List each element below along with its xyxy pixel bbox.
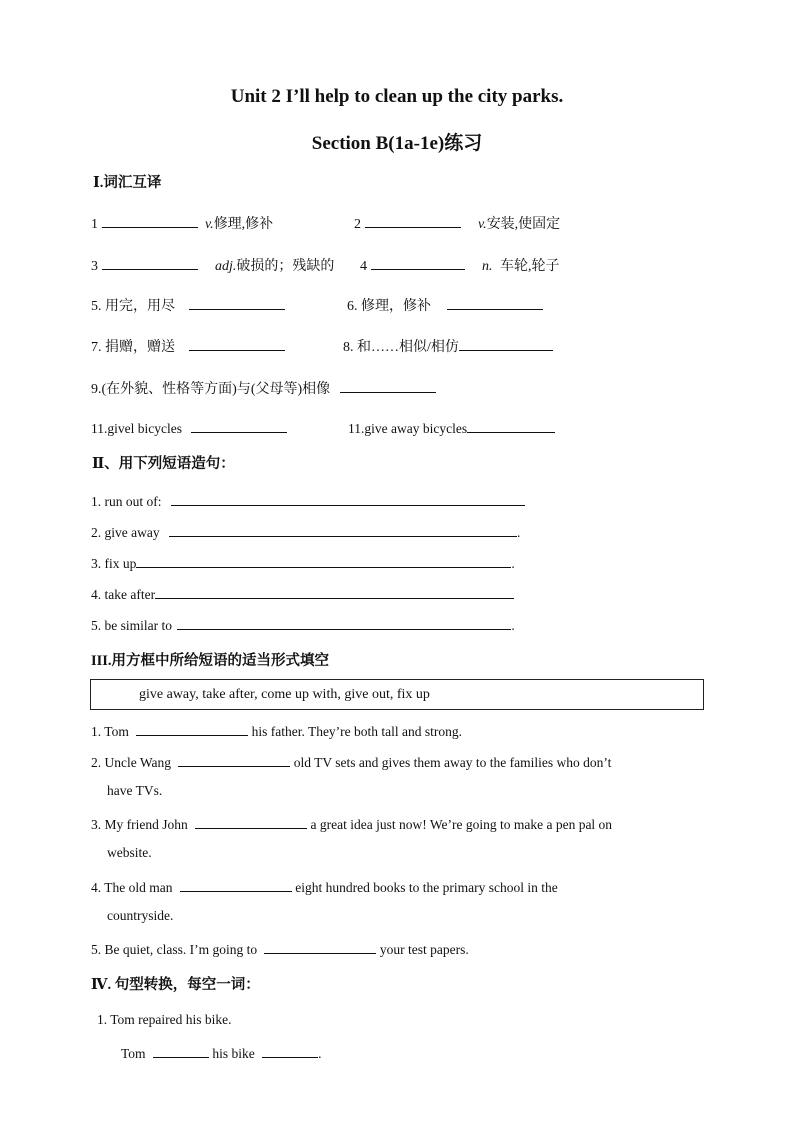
item-number: 8. [343, 340, 354, 355]
question-text: Uncle Wang [104, 755, 172, 770]
answer-blank[interactable] [177, 615, 511, 630]
phrase: 4. take after [91, 587, 156, 602]
fill-item-3-cont: website. [107, 845, 152, 860]
answer-blank[interactable] [136, 553, 511, 568]
part-of-speech: n. [482, 259, 493, 274]
phrase: 5. be similar to [91, 618, 172, 633]
question-text: Tom [104, 724, 129, 739]
item-number: 2 [354, 217, 361, 232]
item-number: 4 [360, 259, 367, 274]
answer-blank[interactable] [189, 295, 285, 310]
item-number: 11. [91, 421, 108, 436]
fill-item-3 [91, 814, 612, 833]
vocab-item-5 [91, 295, 285, 315]
section-2-heading: Ⅱ、用下列短语造句： [92, 456, 235, 472]
vocab-item-10 [91, 418, 287, 437]
answer-blank[interactable] [136, 721, 248, 736]
sentence-item-2: 2. give away . [91, 522, 520, 541]
section-3-heading: III.用方框中所给短语的适当形式填空 [91, 653, 330, 669]
answer-blank[interactable] [178, 752, 290, 767]
meaning: (在外貌、性格等方面)与(父母等)相像 [101, 382, 331, 397]
question-text: old TV sets and gives them away to the families who don’t [293, 755, 612, 770]
answer-blank[interactable] [155, 584, 514, 599]
page-subtitle: Section B(1a-1e)练习 [311, 133, 483, 154]
phrase-box-text: give away, take after, come up with, give out, fix up [139, 687, 430, 702]
question-text: The old man [104, 880, 173, 895]
question-text: Be quiet, class. I’m going to [104, 942, 258, 957]
phrase: 2. give away [91, 525, 160, 540]
transform-item-1: 1. Tom repaired his bike. [97, 1012, 232, 1027]
answer-blank[interactable] [102, 213, 198, 228]
phrase-box [90, 679, 704, 710]
answer-blank[interactable] [447, 295, 543, 310]
answer-blank[interactable] [264, 939, 376, 954]
answer-blank[interactable] [467, 418, 555, 433]
question-text: My friend John [104, 817, 188, 832]
vocab-item-9 [91, 378, 436, 398]
meaning: givel bicycles [107, 421, 182, 436]
item-number: 1 [91, 217, 98, 232]
item-number: 11. [348, 421, 365, 436]
page-title: Unit 2 I’ll help to clean up the city parks. [230, 86, 564, 107]
fill-item-2 [91, 752, 611, 771]
item-number: 3. [91, 817, 102, 832]
item-number: 5. [91, 299, 102, 314]
meaning: give away bicycles [364, 421, 468, 436]
question-text: his father. They’re both tall and strong. [251, 724, 463, 739]
answer-blank[interactable] [195, 814, 307, 829]
phrase: 3. fix up [91, 556, 137, 571]
transform-item-1-answer: Tom his bike . [121, 1043, 321, 1062]
answer-blank[interactable] [340, 378, 436, 393]
answer-blank[interactable] [180, 877, 292, 892]
meaning: 车轮,轮子 [500, 259, 560, 274]
meaning: 和……相似/相仿 [357, 340, 459, 355]
item-number: 6. [347, 299, 358, 314]
answer-blank[interactable] [371, 255, 465, 270]
fill-item-1 [91, 721, 462, 740]
question-text: a great idea just now! We’re going to make a pen pal on [310, 817, 613, 832]
question-text: your test papers. [379, 942, 469, 957]
answer-blank[interactable] [262, 1043, 318, 1058]
meaning: 破损的；残缺的 [236, 259, 335, 274]
section-1-heading: Ⅰ.词汇互译 [93, 175, 162, 191]
vocab-item-7 [91, 336, 285, 356]
vocab-item-8 [343, 336, 553, 356]
meaning: 修理,修补 [213, 217, 274, 232]
part-of-speech: adj. [215, 259, 237, 274]
item-number: 5. [91, 942, 102, 957]
fill-item-4 [91, 877, 558, 896]
answer-blank[interactable] [191, 418, 287, 433]
vocab-item-11 [348, 418, 555, 437]
meaning: 安装,使固定 [486, 217, 561, 232]
answer-blank[interactable] [365, 213, 461, 228]
vocab-item-3 [91, 255, 334, 275]
question-text: eight hundred books to the primary school in the [295, 880, 558, 895]
answer-blank[interactable] [171, 491, 525, 506]
meaning: 捐赠，赠送 [105, 340, 175, 355]
meaning: 用完，用尽 [105, 299, 175, 314]
question-text: Tom [121, 1046, 146, 1061]
vocab-item-1 [91, 213, 273, 233]
section-4-heading: Ⅳ. 句型转换，每空一词： [91, 977, 260, 993]
item-number: 4. [91, 880, 102, 895]
vocab-item-2 [354, 213, 560, 233]
vocab-item-4 [360, 255, 560, 275]
item-number: 1. [91, 724, 102, 739]
answer-blank[interactable] [459, 336, 553, 351]
part-of-speech: v. [205, 217, 214, 232]
answer-blank[interactable] [189, 336, 285, 351]
item-number: 9. [91, 382, 102, 397]
sentence-item-1 [91, 491, 525, 510]
answer-blank[interactable] [169, 522, 517, 537]
item-number: 3 [91, 259, 98, 274]
item-number: 2. [91, 755, 102, 770]
answer-blank[interactable] [153, 1043, 209, 1058]
part-of-speech: v. [478, 217, 487, 232]
phrase: 1. run out of: [91, 494, 162, 509]
meaning: 修理，修补 [361, 299, 431, 314]
item-number: 7. [91, 340, 102, 355]
vocab-item-6 [347, 295, 543, 315]
sentence-item-3: 3. fix up . [91, 553, 515, 572]
fill-item-4-cont: countryside. [107, 908, 174, 923]
sentence-item-4 [91, 584, 514, 603]
question-text: his bike [212, 1046, 255, 1061]
answer-blank[interactable] [102, 255, 198, 270]
sentence-item-5: 5. be similar to . [91, 615, 515, 634]
fill-item-2-cont: have TVs. [107, 783, 163, 798]
fill-item-5 [91, 939, 469, 958]
